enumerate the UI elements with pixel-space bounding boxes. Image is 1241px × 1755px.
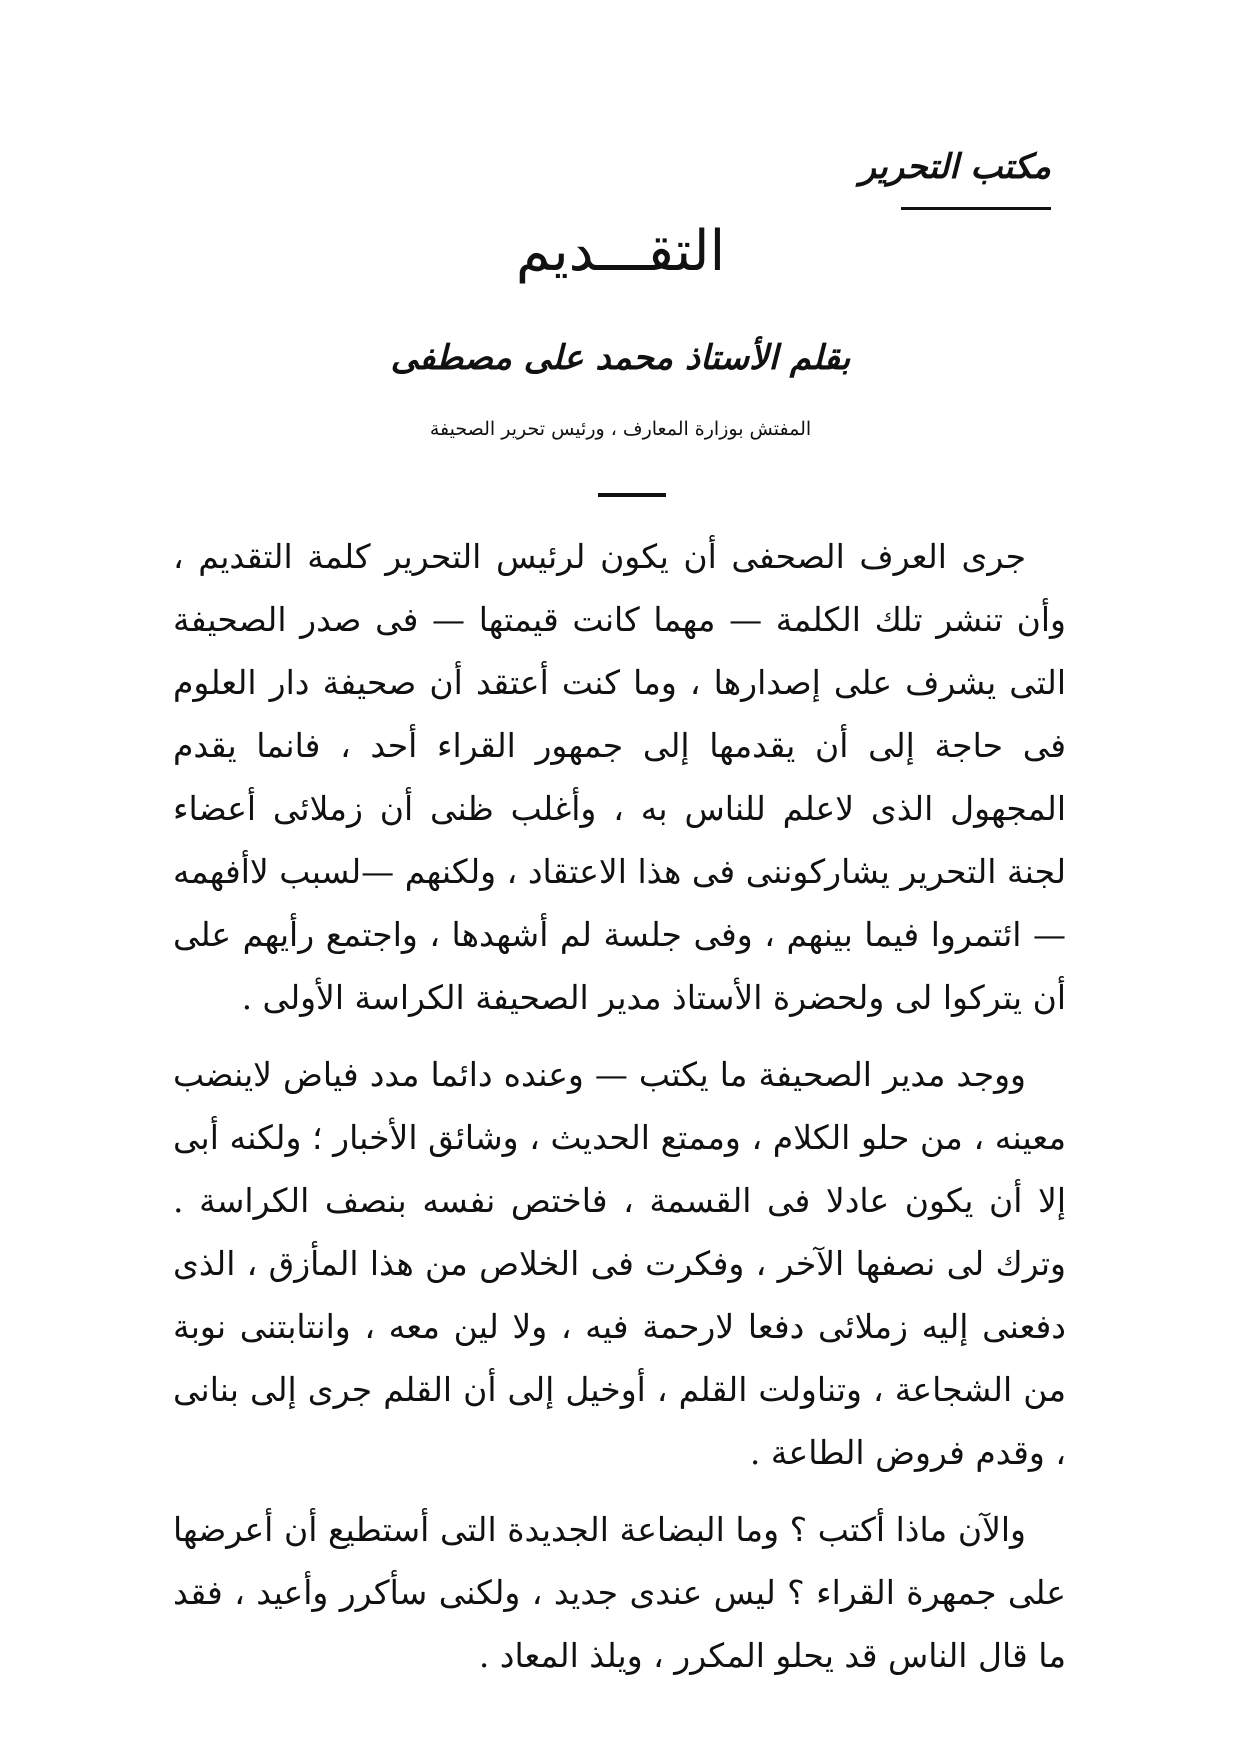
body-paragraph-2: ووجد مدير الصحيفة ما يكتب — وعنده دائما مدد فياض لاينضب معينه ، من حلو الكلام ، وممتع الحديث ، وشائق الأخبار ؛ ولكنه أبى إلا أن يكون عادلا فى القسمة ، فاختص نفسه بنصف الكراسة . وترك لى نصفها الآخر ، وفكرت فى الخلاص من هذا المأزق ، الذى دفعنى إليه زملائى دفعا لارحمة فيه ، ولا لين معه ، وانتابتنى نوبة من الشجاعة ، وتناولت القلم ، أوخيل إلى أن القلم جرى إلى بنانى ، وقدم فروض الطاعة . xyxy=(173,1055,1066,1472)
author-byline: بقلم الأستاذ محمد على مصطفى xyxy=(390,338,851,378)
body-paragraph-3: والآن ماذا أكتب ؟ وما البضاعة الجديدة التى أستطيع أن أعرضها على جمهرة القراء ؟ ليس عندى جديد ، ولكنى سأكرر وأعيد ، فقد ما قال الناس قد يحلو المكرر ، ويلذ المعاد . xyxy=(173,1510,1066,1675)
author-affiliation: المفتش بوزارة المعارف ، ورئيس تحرير الصحيفة xyxy=(429,418,812,440)
article-title: التقـــديم xyxy=(515,219,726,284)
article-body xyxy=(173,525,1066,1701)
section-tag: مكتب التحرير xyxy=(859,147,1051,187)
section-tag-underline xyxy=(901,207,1051,210)
body-paragraph-1: جرى العرف الصحفى أن يكون لرئيس التحرير كلمة التقديم ، وأن تنشر تلك الكلمة — مهما كانت قيمتها — فى صدر الصحيفة التى يشرف على إصدارها ، وما كنت أعتقد أن صحيفة دار العلوم فى حاجة إلى أن يقدمها إلى جمهور القراء أحد ، فانما يقدم المجهول الذى لاعلم للناس به ، وأغلب ظنى أن زملائى أعضاء لجنة التحرير يشاركوننى فى هذا الاعتقاد ، ولكنهم —لسبب لاأفهمه — ائتمروا فيما بينهم ، وفى جلسة لم أشهدها ، واجتمع رأيهم على أن يتركوا لى ولحضرة الأستاذ مدير الصحيفة الكراسة الأولى . xyxy=(173,537,1066,1017)
title-divider xyxy=(598,493,666,497)
